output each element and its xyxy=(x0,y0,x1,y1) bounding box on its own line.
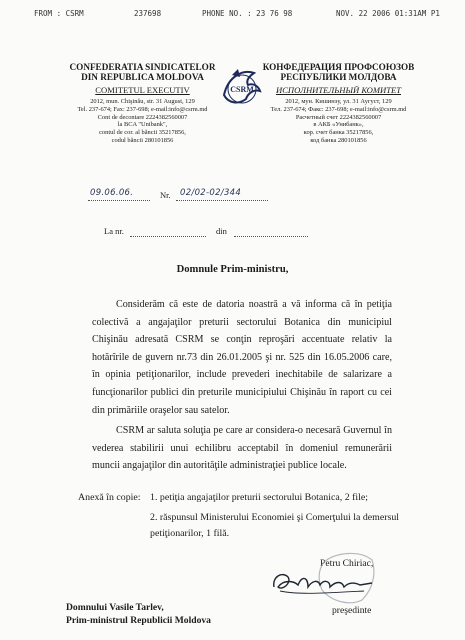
fax-from: FROM : CSRM xyxy=(34,9,84,18)
annex-item-2: 2. răspunsul Ministerului Economiei şi Comerţului la demersul petiţionarilor, 1 filă. xyxy=(150,512,400,539)
contacts-ro: Tel. 237-674; Fax: 237-698; e-mail:info@csrm.md xyxy=(77,105,208,113)
account-ro-2: la BCA "Unibank", xyxy=(117,121,168,129)
address-ro xyxy=(60,98,225,144)
org-name-ro-line2: DIN REPUBLICA MOLDOVA xyxy=(81,72,204,83)
account-ru-1: Расчетный счет 2224382560007 xyxy=(295,113,382,121)
org-name-ru-line1: КОНФЕДЕРАЦИЯ ПРОФСОЮЗОВ xyxy=(262,62,415,72)
logo-text: CSRM xyxy=(230,85,254,94)
addressee xyxy=(66,602,211,627)
address-ru-line1: 2012, мун. Кишинэу, ул. 31 Аугуст, 129 xyxy=(285,98,392,106)
body-paragraph-2: CSRM ar saluta soluţia pe care ar considera-o necesară Guvernul în vederea stabilirii unui echilibru acceptabil în domeniul remunerării muncii angajaţilor din autorităţile administraţiei publice locale. xyxy=(92,425,392,472)
registration-row xyxy=(88,188,348,208)
addressee-title: Prim-ministrul Republicii Moldova xyxy=(66,614,211,626)
signatory-name: Petru Chiriac, xyxy=(320,558,374,569)
org-name-ru-line2: РЕСПУБЛИКИ МОЛДОВА xyxy=(280,72,397,83)
nr-label: Nr. xyxy=(160,190,171,200)
signature-icon xyxy=(268,565,376,599)
committee-ro: COMITETUL EXECUTIV xyxy=(95,84,190,95)
account-ro-1: Cont de decontare 2224382560007 xyxy=(97,113,188,121)
registration-date: 09.06.06. xyxy=(90,188,134,198)
address-ru xyxy=(256,98,421,144)
din-dotted-line xyxy=(234,236,308,237)
addressee-name: Domnului Vasile Tarlev, xyxy=(66,602,164,613)
salutation: Domnule Prim-ministru, xyxy=(176,264,289,275)
signatory-title: preşedinte xyxy=(332,605,372,616)
fax-phone: PHONE NO. : 23 76 98 xyxy=(202,9,293,18)
contacts-ru: Тел. 237-674; Факс: 237-698; e-mail:info@csrm.md xyxy=(270,105,407,113)
org-name-ro-line1: CONFEDERATIA SINDICATELOR xyxy=(69,62,216,72)
account-ro-3: contul de cor. al băncii 35217856, xyxy=(99,128,186,136)
reference-row xyxy=(104,226,324,238)
account-ru-3: кор. счет банка 35217856, xyxy=(303,128,374,136)
letterhead-romanian xyxy=(60,62,225,144)
committee-ru: ИСПОЛНИТЕЛЬНЫЙ КОМИТЕТ xyxy=(275,84,402,95)
la-nr-label: La nr. xyxy=(104,226,124,236)
la-nr-dotted-line xyxy=(130,236,206,237)
fax-header xyxy=(0,6,465,20)
din-label: din xyxy=(216,226,227,236)
account-ro-4: codul băncii 280101856 xyxy=(111,136,174,144)
date-dotted-line xyxy=(88,200,150,201)
account-ru-2: в АКБ «Унибанк», xyxy=(313,121,364,129)
number-dotted-line xyxy=(176,200,268,201)
registration-number: 02/02-02/344 xyxy=(180,188,242,198)
fax-datetime: NOV. 22 2006 01:31AM P1 xyxy=(336,9,440,18)
fax-number: 237698 xyxy=(134,9,162,18)
address-ro-line1: 2012, mun. Chişinău, str. 31 August, 129 xyxy=(90,98,195,106)
account-ru-4: код банка 280101856 xyxy=(310,136,367,144)
annex-item-1: 1. petiţia angajaţilor preturii sectorului Botanica, 2 file; xyxy=(150,492,369,503)
body-paragraph-1: Considerăm că este de datoria noastră a vă informa că în petiţia colectivă a angajaţilor preturii sectorului Botanica din municipiul Chişinău adresată CSRM se conţin reproşări accentuate relativ la hotărîrile de guvern nr.73 din 26.01.2005 şi nr. 525 din 16.05.2006 care, în opinia petiţionarilor, include prevederi inechitabile de salarizare a funcţionarilor publici din preturile municipiului Chişinău în raport cu cei din primăriile oraşelor sau satelor. xyxy=(92,299,392,416)
annex-label: Anexă în copie: xyxy=(78,492,141,503)
letterhead-russian xyxy=(256,62,421,144)
